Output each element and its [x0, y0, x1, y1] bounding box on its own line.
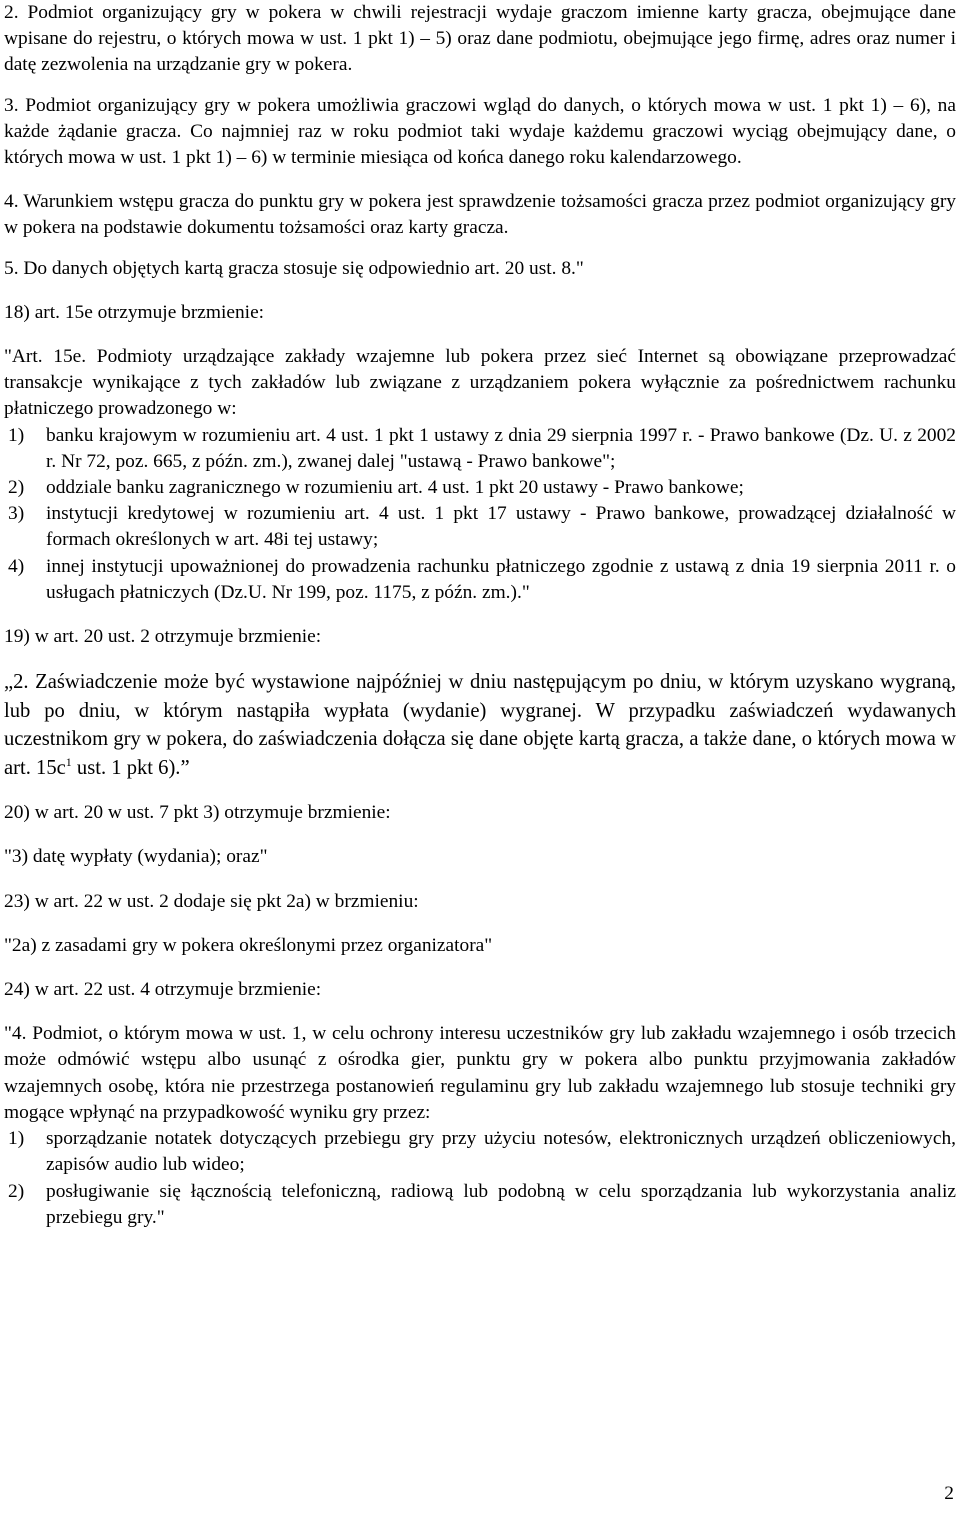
amendment-23-heading: 23) w art. 22 w ust. 2 dodaje się pkt 2a) w brzmieniu: — [4, 890, 419, 912]
quoted-paragraph-2-text: „2. Zaświadczenie może być wystawione najpóźniej w dniu następującym po dniu, w którym uzyskano wygraną, lub po dniu, w którym nastąpiła wypłata (wydanie) wygranej. W przypadku zaświadczeń wydawanych uczestnikom gry w pokera, do zaświadczenia dołącza się dane objęte kartą gracza, a także dane, o których mowa w art. 15c — [4, 671, 956, 779]
list-item-number: 1) — [8, 1128, 25, 1150]
list-item-number: 1) — [8, 424, 25, 446]
quoted-paragraph-4: "4. Podmiot, o którym mowa w ust. 1, w celu ochrony interesu uczestników gry lub zakładu wzajemnego i osób trzecich może odmówić wstępu albo usunąć z ośrodka gier, punktu gry w pokera albo punktu przyjmowania zakładów wzajemnych osobę, która nie przestrzega postanowień regulaminu gry lub zakładu wzajemnego lub stosuje techniki gry mogące wpłynąć na przypadkowość wyniku gry przez: — [4, 1023, 956, 1123]
list-item-text: instytucji kredytowej w rozumieniu art. 4 ust. 1 pkt 17 ustawy - Prawo bankowe, prowadzącej działalność w formach określonych w art. 48i tej ustawy; — [46, 503, 956, 551]
list-item-number: 3) — [8, 503, 25, 525]
article-15e-text: "Art. 15e. Podmioty urządzające zakłady wzajemne lub pokera przez sieć Internet są obowiązane przeprowadzać transakcje wynikające z tych zakładów lub związane z urządzaniem pokera wyłącznie za pośrednictwem rachunku płatniczego prowadzonego w: — [4, 346, 956, 420]
quoted-point-3: "3) datę wypłaty (wydania); oraz" — [4, 846, 268, 868]
list-item — [4, 554, 956, 606]
list-item-text: sporządzanie notatek dotyczących przebiegu gry przy użyciu notesów, elektronicznych urządzeń obliczeniowych, zapisów audio lub wideo; — [46, 1128, 956, 1176]
list-item-text: banku krajowym w rozumieniu art. 4 ust. 1 pkt 1 ustawy z dnia 29 sierpnia 1997 r. - Prawo bankowe (Dz. U. z 2002 r. Nr 72, poz. 665, z późn. zm.), zwanej dalej "ustawą - Prawo bankowe"; — [46, 424, 956, 472]
list-item — [4, 423, 956, 475]
article-15e-list — [4, 423, 956, 606]
quoted-point-2a: "2a) z zasadami gry w pokera określonymi przez organizatora" — [4, 934, 493, 956]
list-item — [4, 475, 956, 501]
list-item-text: posługiwanie się łącznością telefoniczną, radiową lub podobną w celu sporządzania lub wykorzystania analiz przebiegu gry." — [46, 1180, 956, 1228]
list-item — [4, 1179, 956, 1231]
paragraph-2: 2. Podmiot organizujący gry w pokera w chwili rejestracji wydaje graczom imienne karty gracza, obejmujące dane wpisane do rejestru, o których mowa w ust. 1 pkt 1) – 5) oraz dane podmiotu, obejmujące jego firmę, adres oraz numer i datę zezwolenia na urządzanie gry w pokera. — [4, 2, 956, 76]
list-item-number: 4) — [8, 555, 25, 577]
list-item-text: oddziale banku zagranicznego w rozumieniu art. 4 ust. 1 pkt 20 ustawy - Prawo bankowe; — [46, 477, 744, 499]
list-item-number: 2) — [8, 477, 25, 499]
list-item — [4, 1126, 956, 1178]
paragraph-4: 4. Warunkiem wstępu gracza do punktu gry w pokera jest sprawdzenie tożsamości gracza przez podmiot organizujący gry w pokera na podstawie dokumentu tożsamości oraz karty gracza. — [4, 191, 956, 239]
document-page — [4, 0, 956, 1231]
paragraph-5: 5. Do danych objętych kartą gracza stosuje się odpowiednio art. 20 ust. 8." — [4, 257, 584, 279]
quoted-paragraph-2-tail: ust. 1 pkt 6).” — [71, 756, 190, 779]
superscript: 1 — [65, 754, 72, 769]
list-item-number: 2) — [8, 1180, 25, 1202]
quoted-paragraph-4-list — [4, 1126, 956, 1231]
amendment-20-heading: 20) w art. 20 w ust. 7 pkt 3) otrzymuje brzmienie: — [4, 802, 391, 824]
amendment-24-heading: 24) w art. 22 ust. 4 otrzymuje brzmienie: — [4, 979, 322, 1001]
list-item-text: innej instytucji upoważnionej do prowadzenia rachunku płatniczego zgodnie z ustawą z dnia 19 sierpnia 2011 r. o usługach płatniczych (Dz.U. Nr 199, poz. 1175, z późn. zm.)." — [46, 555, 956, 603]
page-number: 2 — [944, 1483, 954, 1504]
paragraph-3: 3. Podmiot organizujący gry w pokera umożliwia graczowi wgląd do danych, o których mowa w ust. 1 pkt 1) – 6), na każde żądanie gracza. Co najmniej raz w roku podmiot taki wydaje każdemu graczowi wyciąg obejmujący dane, o których mowa w ust. 1 pkt 1) – 6) w terminie miesiąca od końca danego roku kalendarzowego. — [4, 94, 956, 169]
list-item — [4, 501, 956, 553]
amendment-18-heading: 18) art. 15e otrzymuje brzmienie: — [4, 301, 265, 323]
amendment-19-heading: 19) w art. 20 ust. 2 otrzymuje brzmienie: — [4, 626, 322, 648]
quoted-paragraph-2 — [4, 668, 956, 782]
